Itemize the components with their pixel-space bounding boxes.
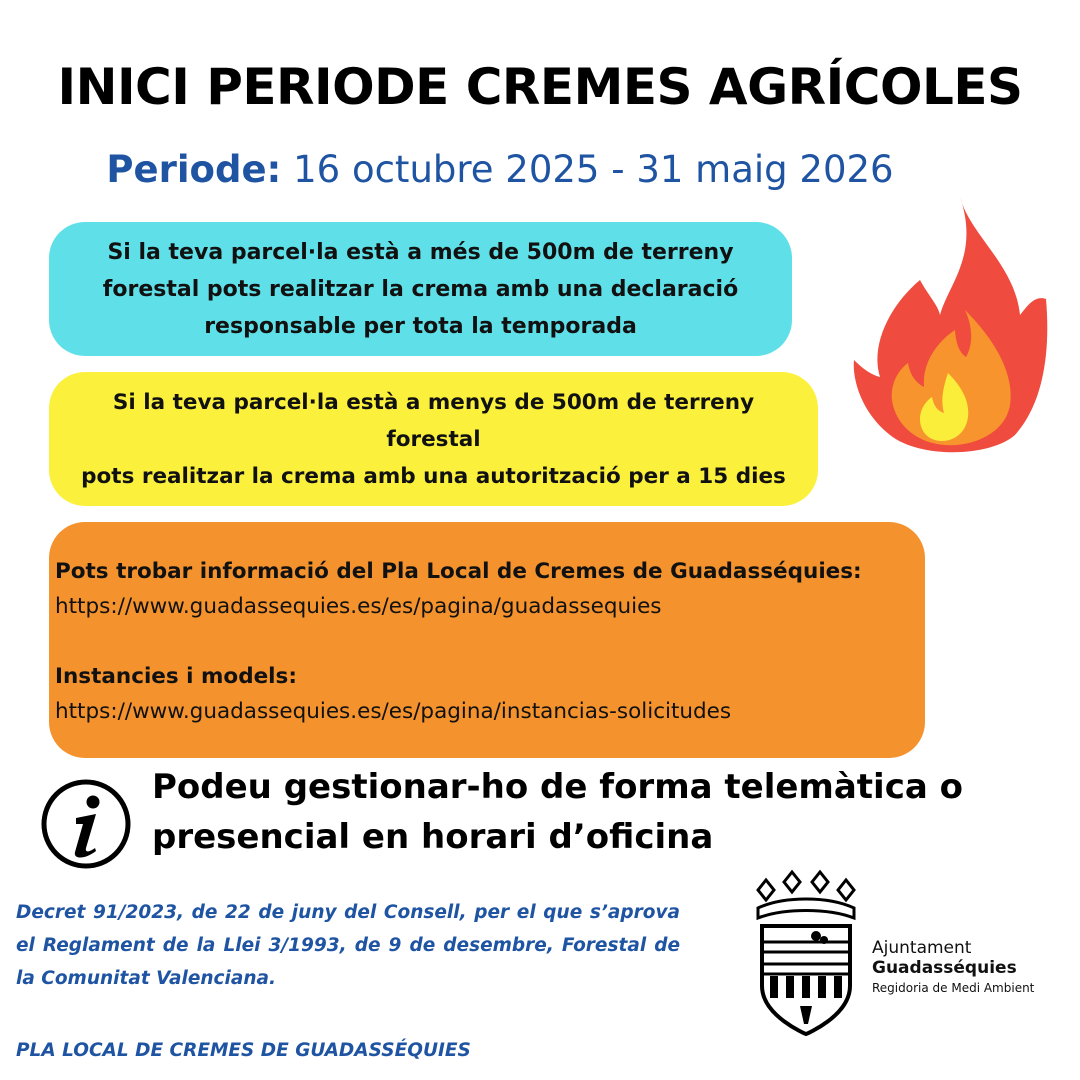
box-near-line-2: pots realitzar la crema amb una autorització per a 15 dies xyxy=(81,463,786,489)
period-label: Periode: xyxy=(106,148,282,191)
flame-icon xyxy=(850,195,1050,460)
period-line xyxy=(0,148,1000,191)
box-far-line-2: forestal pots realitzar la crema amb una declaració xyxy=(102,276,739,302)
decree-reference: Decret 91/2023, de 22 de juny del Consell, per el que s’aprova el Reglament de la Llei 3/1993, de 9 de desembre, Forestal de la Comunitat Valenciana. xyxy=(16,902,680,989)
forms-link[interactable]: https://www.guadassequies.es/es/pagina/instancias-solicitudes xyxy=(55,699,732,724)
organization-name-2: Guadasséquies xyxy=(872,958,1017,978)
info-box-far-from-forest xyxy=(49,222,792,356)
page-title: INICI PERIODE CREMES AGRÍCOLES xyxy=(57,58,1023,116)
forms-label: Instancies i models: xyxy=(55,664,297,689)
notice-line-1: Podeu gestionar-ho de forma telemàtica o xyxy=(152,767,964,807)
box-near-line-1: Si la teva parcel·la està a menys de 500m de terreny forestal xyxy=(112,389,755,452)
organization-name-1: Ajuntament xyxy=(872,938,972,958)
box-far-line-1: Si la teva parcel·la està a més de 500m de terreny xyxy=(107,239,734,265)
plan-info-link[interactable]: https://www.guadassequies.es/es/pagina/guadassequies xyxy=(55,594,662,619)
municipal-crest xyxy=(744,868,868,1038)
box-far-line-3: responsable per tota la temporada xyxy=(204,313,637,339)
organization-block xyxy=(872,938,1072,998)
period-range: 16 octubre 2025 - 31 maig 2026 xyxy=(293,148,894,191)
info-icon xyxy=(40,778,132,870)
info-box-links xyxy=(49,522,925,758)
organization-department: Regidoria de Medi Ambient xyxy=(872,981,1035,995)
info-box-near-forest xyxy=(49,372,818,506)
notice-text xyxy=(152,762,1052,862)
notice-line-2: presencial en horari d’oficina xyxy=(152,817,714,857)
footer-plan-title: PLA LOCAL DE CREMES DE GUADASSÉQUIES xyxy=(16,1040,471,1061)
plan-info-label: Pots trobar informació del Pla Local de Cremes de Guadasséquies: xyxy=(55,559,862,584)
